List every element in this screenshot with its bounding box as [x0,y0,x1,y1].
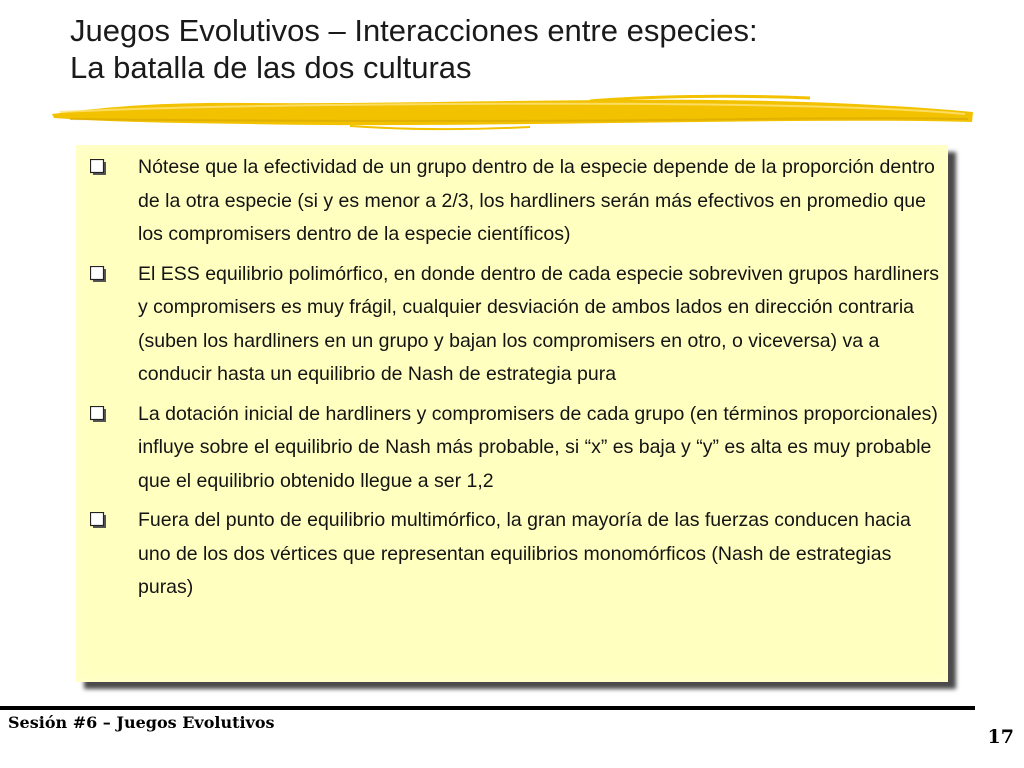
title-underline-swash [50,92,975,134]
bullet-item [90,151,940,252]
bullet-text: El ESS equilibrio polimórfico, en donde dentro de cada especie sobreviven grupos hardliners y compromisers es muy frágil, cualquier desviación de ambos lados en dirección contraria (suben los hardliners en un grupo y bajan los compromisers en otro, o viceversa) va a conducir hasta un equilibrio de Nash de estrategia pura [138,262,940,385]
bullet-text: Nótese que la efectividad de un grupo dentro de la especie depende de la proporción dentro de la otra especie (si y es menor a 2/3, los hardliners serán más efectivos en promedio que los compromisers dentro de la especie científicos) [138,156,935,245]
title-line-1: Juegos Evolutivos – Interacciones entre especies: [70,13,758,48]
bullet-text: La dotación inicial de hardliners y compromisers de cada grupo (en términos proporcionales) influye sobre el equilibrio de Nash más probable, si “x” es baja y “y” es alta es muy probable que el equilibrio obtenido llegue a ser 1,2 [138,402,938,492]
bullet-item [90,398,940,499]
footer-session-label: Sesión #6 – Juegos Evolutivos [8,713,275,732]
bullet-item [90,258,940,392]
bullet-item [90,504,940,605]
checkbox-icon [90,159,107,176]
title-line-2: La batalla de las dos culturas [70,50,472,85]
checkbox-icon [90,266,107,283]
bullet-list [90,151,940,611]
slide-title [70,12,970,86]
footer-divider [0,706,975,710]
bullet-text: Fuera del punto de equilibrio multimórfico, la gran mayoría de las fuerzas conducen hacia uno de los dos vértices que representan equilibrios monomórficos (Nash de estrategias puras) [138,509,911,598]
checkbox-icon [90,512,107,529]
page-number: 17 [987,726,1014,748]
checkbox-icon [90,406,107,423]
